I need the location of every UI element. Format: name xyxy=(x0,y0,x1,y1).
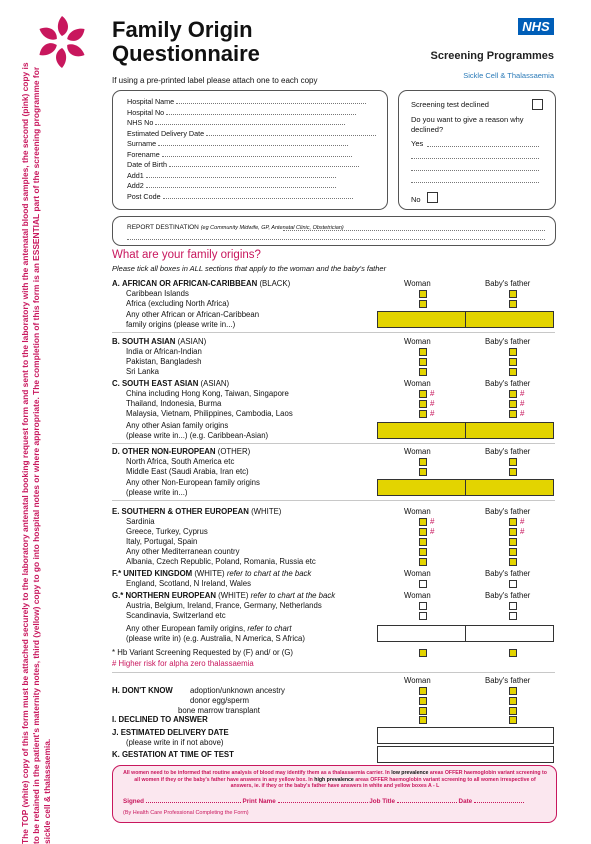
woman-checkbox[interactable] xyxy=(419,548,427,556)
section-a-heading xyxy=(112,279,290,289)
reason-line[interactable] xyxy=(411,158,539,159)
nhs-logo: NHS xyxy=(518,18,554,35)
patient-field-line[interactable] xyxy=(166,114,356,115)
woman-checkbox[interactable] xyxy=(419,300,427,308)
other-origin-label: Any other African or African-Caribbean xyxy=(126,310,260,319)
section-item: Any other Mediterranean country xyxy=(126,547,240,556)
other-origin-hint: (please write in...) (e.g. Caribbean-Asian) xyxy=(126,431,269,440)
section-tag: (ASIAN) xyxy=(200,379,230,388)
section-tag: (ASIAN) xyxy=(177,337,207,346)
hb-variant-note: * Hb Variant Screening Requested by (F) and/ or (G) xyxy=(112,648,293,657)
hash-marker: # xyxy=(520,409,525,418)
section-c-heading xyxy=(112,379,229,389)
footer-by-note: (By Health Care Professional Completing the Form) xyxy=(123,810,249,816)
woman-checkbox[interactable] xyxy=(419,580,427,588)
father-checkbox[interactable] xyxy=(509,410,517,418)
section-letter: A. xyxy=(112,279,120,288)
father-checkbox[interactable] xyxy=(509,358,517,366)
section-title: AFRICAN OR AFRICAN-CARIBBEAN xyxy=(121,279,258,288)
father-checkbox[interactable] xyxy=(509,348,517,356)
declined-label: Screening test declined xyxy=(411,100,489,109)
woman-column-header: Woman xyxy=(404,447,431,456)
patient-details-box xyxy=(112,90,388,210)
patient-field-line[interactable] xyxy=(169,166,359,167)
father-write-in[interactable] xyxy=(465,625,554,642)
woman-checkbox[interactable] xyxy=(419,716,427,724)
dont-know-item: donor egg/sperm xyxy=(190,696,249,705)
hash-marker: # xyxy=(520,527,525,536)
father-checkbox[interactable] xyxy=(509,687,517,695)
father-checkbox[interactable] xyxy=(509,458,517,466)
section-h-heading xyxy=(112,686,173,696)
section-item: North Africa, South America etc xyxy=(126,457,235,466)
woman-write-in[interactable] xyxy=(377,422,466,439)
section-item: England, Scotland, N Ireland, Wales xyxy=(126,579,251,588)
father-checkbox[interactable] xyxy=(509,290,517,298)
father-column-header: Baby's father xyxy=(485,591,531,600)
woman-column-header: Woman xyxy=(404,676,431,685)
patient-field-label: Surname xyxy=(127,139,157,148)
woman-checkbox[interactable] xyxy=(419,290,427,298)
woman-write-in[interactable] xyxy=(377,625,466,642)
reason-yes-label: Yes xyxy=(411,139,424,148)
report-destination-line[interactable] xyxy=(127,239,545,240)
section-item: Greece, Turkey, Cyprus xyxy=(126,527,208,536)
other-origin-hint: (please write in...) xyxy=(126,488,188,497)
section-divider xyxy=(112,500,555,501)
section-tag: (WHITE) xyxy=(194,569,225,578)
father-checkbox[interactable] xyxy=(509,716,517,724)
programmes-title: Screening Programmes xyxy=(430,50,554,62)
reason-line[interactable] xyxy=(427,146,539,147)
section-letter: K. xyxy=(112,750,120,759)
declined-box xyxy=(398,90,556,210)
delivery-date-field[interactable] xyxy=(377,727,554,744)
father-write-in[interactable] xyxy=(465,479,554,496)
section-item: Caribbean Islands xyxy=(126,289,189,298)
job-title-label: Job Title xyxy=(369,798,396,805)
woman-checkbox[interactable] xyxy=(419,687,427,695)
patient-field-label: Forename xyxy=(127,149,160,159)
father-column-header: Baby's father xyxy=(485,379,531,388)
section-item: Sri Lanka xyxy=(126,367,159,376)
patient-field-line[interactable] xyxy=(176,103,366,104)
woman-checkbox[interactable] xyxy=(419,612,427,620)
hash-marker: # xyxy=(430,409,435,418)
section-item: Italy, Portugal, Spain xyxy=(126,537,198,546)
father-checkbox[interactable] xyxy=(509,528,517,536)
section-tag: (OTHER) xyxy=(217,447,251,456)
woman-checkbox[interactable] xyxy=(419,458,427,466)
patient-field[interactable] xyxy=(127,171,377,182)
patient-field-label: Date of Birth xyxy=(127,160,167,169)
section-e-heading xyxy=(112,507,281,517)
other-origin-label: Any other Non-European family origins xyxy=(126,478,260,487)
father-write-in[interactable] xyxy=(465,422,554,439)
hash-marker: # xyxy=(430,389,435,398)
print-name-field[interactable] xyxy=(278,802,368,803)
father-column-header: Baby's father xyxy=(485,507,531,516)
footer-box xyxy=(112,765,557,823)
section-letter: F.* xyxy=(112,569,122,578)
section-item: Albania, Czech Republic, Poland, Romania, Russia etc xyxy=(126,557,316,566)
section-letter: I. xyxy=(112,715,117,724)
section-divider xyxy=(112,332,555,333)
other-origin-hint: (please write in) (e.g. Australia, N America, S Africa) xyxy=(126,634,305,643)
father-column-header: Baby's father xyxy=(485,569,531,578)
date-field[interactable] xyxy=(474,802,524,803)
hash-marker: # xyxy=(520,517,525,526)
section-divider xyxy=(112,443,555,444)
other-origin-text: Any other European family origins, xyxy=(126,624,246,633)
report-destination-line[interactable] xyxy=(283,230,545,231)
section-item: Scandinavia, Switzerland etc xyxy=(126,611,226,620)
section-d-heading xyxy=(112,447,250,457)
hash-marker: # xyxy=(520,399,525,408)
patient-field[interactable] xyxy=(127,129,377,140)
section-tag: (BLACK) xyxy=(259,279,291,288)
woman-hb-checkbox[interactable] xyxy=(419,649,427,657)
signed-label: Signed xyxy=(123,798,144,805)
section-item: Malaysia, Vietnam, Philippines, Cambodia, Laos xyxy=(126,409,293,418)
patient-field-line[interactable] xyxy=(162,156,352,157)
section-f-heading xyxy=(112,569,311,579)
side-instructions: The TOP (white) copy of this form must be attached securely to the laboratory antenatal booking request form and sent to the laboratory with the antenatal blood samples, the second (pink) copy is to be retained in the patient's maternity notes, third (yellow) copy to go into hospital notes or where appropriate. The completion of this form is an ESSENTIAL part of the screening programme for sickle cell & thalassaemia. xyxy=(20,62,53,844)
patient-field-label: Add1 xyxy=(127,170,144,180)
woman-checkbox[interactable] xyxy=(419,602,427,610)
woman-checkbox[interactable] xyxy=(419,348,427,356)
father-column-header: Baby's father xyxy=(485,676,531,685)
section-letter: G.* xyxy=(112,591,124,600)
origins-instruction: Please tick all boxes in ALL sections that apply to the woman and the baby's father xyxy=(112,264,387,273)
father-hb-checkbox[interactable] xyxy=(509,649,517,657)
hash-marker: # xyxy=(430,399,435,408)
woman-column-header: Woman xyxy=(404,569,431,578)
patient-field-label: Hospital Name xyxy=(127,97,175,106)
report-destination-box xyxy=(112,216,556,246)
father-checkbox[interactable] xyxy=(509,518,517,526)
patient-field[interactable] xyxy=(127,139,377,150)
section-ref: refer to chart at the back xyxy=(250,591,336,600)
section-letter: B. xyxy=(112,337,120,346)
woman-checkbox[interactable] xyxy=(419,528,427,536)
father-checkbox[interactable] xyxy=(509,300,517,308)
section-tag: (WHITE) xyxy=(218,591,249,600)
report-destination-label: REPORT DESTINATION xyxy=(127,224,199,231)
patient-field[interactable] xyxy=(127,118,377,129)
section-b-heading xyxy=(112,337,206,347)
patient-field[interactable] xyxy=(127,181,377,192)
signed-field[interactable] xyxy=(146,802,241,803)
patient-field-line[interactable] xyxy=(163,198,353,199)
section-item: India or African-Indian xyxy=(126,347,202,356)
date-label: Date xyxy=(458,798,473,805)
reason-no-label: No xyxy=(411,195,421,204)
section-title: SOUTH ASIAN xyxy=(121,337,176,346)
father-checkbox[interactable] xyxy=(509,707,517,715)
section-divider xyxy=(112,672,555,673)
patient-field-label: Add2 xyxy=(127,181,144,190)
father-column-header: Baby's father xyxy=(485,337,531,346)
section-title: NORTHERN EUROPEAN xyxy=(125,591,216,600)
woman-column-header: Woman xyxy=(404,507,431,516)
reason-line[interactable] xyxy=(411,170,539,171)
patient-field[interactable] xyxy=(127,97,377,108)
section-title: GESTATION AT TIME OF TEST xyxy=(121,750,234,759)
woman-column-header: Woman xyxy=(404,591,431,600)
reason-question: Do you want to give a reason why declined? xyxy=(411,115,524,134)
patient-fields xyxy=(127,97,377,202)
print-name-label: Print Name xyxy=(242,798,276,805)
father-column-header: Baby's father xyxy=(485,447,531,456)
section-title: DON'T KNOW xyxy=(121,686,173,695)
woman-write-in[interactable] xyxy=(377,479,466,496)
section-letter: J. xyxy=(112,728,119,737)
patient-field[interactable] xyxy=(127,160,377,171)
patient-field-line[interactable] xyxy=(158,145,348,146)
father-column-header: Baby's father xyxy=(485,279,531,288)
patient-field-label: NHS No xyxy=(127,118,154,127)
other-origin-label: Any other Asian family origins xyxy=(126,421,229,430)
section-k-heading xyxy=(112,750,234,760)
woman-checkbox[interactable] xyxy=(419,518,427,526)
patient-field-line[interactable] xyxy=(155,124,345,125)
father-checkbox[interactable] xyxy=(509,558,517,566)
woman-checkbox[interactable] xyxy=(419,558,427,566)
father-checkbox[interactable] xyxy=(509,602,517,610)
origins-heading: What are your family origins? xyxy=(112,249,261,261)
father-checkbox[interactable] xyxy=(509,368,517,376)
father-checkbox[interactable] xyxy=(509,400,517,408)
section-letter: D. xyxy=(112,447,120,456)
section-j-heading xyxy=(112,728,229,738)
patient-field-label: Post Code xyxy=(127,191,161,201)
woman-checkbox[interactable] xyxy=(419,707,427,715)
woman-checkbox[interactable] xyxy=(419,368,427,376)
woman-write-in[interactable] xyxy=(377,311,466,328)
woman-checkbox[interactable] xyxy=(419,538,427,546)
section-item: Africa (excluding North Africa) xyxy=(126,299,230,308)
report-destination-hint: (eg Community Midwife, GP, Antenatal Clinic, Obstetrician) xyxy=(200,225,344,231)
section-title: OTHER NON-EUROPEAN xyxy=(121,447,216,456)
hash-marker: # xyxy=(430,517,435,526)
patient-field-line[interactable] xyxy=(146,187,336,188)
section-title: ESTIMATED DELIVERY DATE xyxy=(120,728,229,737)
father-write-in[interactable] xyxy=(465,311,554,328)
dont-know-item: adoption/unknown ancestry xyxy=(190,686,285,695)
programme-subtitle: Sickle Cell & Thalassaemia xyxy=(463,71,554,80)
section-ref: refer to chart at the back xyxy=(226,569,312,578)
section-item: Sardinia xyxy=(126,517,155,526)
hash-marker: # xyxy=(430,527,435,536)
section-title: UNITED KINGDOM xyxy=(123,569,193,578)
section-title: SOUTHERN & OTHER EUROPEAN xyxy=(121,507,249,516)
page-title: Family Origin Questionnaire xyxy=(112,17,260,66)
woman-column-header: Woman xyxy=(404,337,431,346)
section-item: Thailand, Indonesia, Burma xyxy=(126,399,222,408)
label-note: If using a pre-printed label please attach one to each copy xyxy=(112,76,318,85)
patient-field-line[interactable] xyxy=(206,135,377,136)
other-origin-label xyxy=(126,624,292,634)
patient-field[interactable] xyxy=(127,192,377,203)
job-title-field[interactable] xyxy=(397,802,457,803)
section-title: SOUTH EAST ASIAN xyxy=(121,379,199,388)
declined-checkbox[interactable] xyxy=(532,99,543,110)
patient-field-label: Estimated Delivery Date xyxy=(127,128,205,138)
father-checkbox[interactable] xyxy=(509,468,517,476)
section-item: China including Hong Kong, Taiwan, Singapore xyxy=(126,389,289,398)
other-origin-ref: refer to chart xyxy=(247,624,292,633)
patient-field-label: Hospital No xyxy=(127,107,165,117)
woman-checkbox[interactable] xyxy=(419,410,427,418)
section-i-heading xyxy=(112,715,208,725)
other-origin-hint: family origins (please write in...) xyxy=(126,320,236,329)
father-checkbox[interactable] xyxy=(509,697,517,705)
patient-field[interactable] xyxy=(127,108,377,119)
signature-row xyxy=(123,798,549,805)
woman-checkbox[interactable] xyxy=(419,390,427,398)
father-checkbox[interactable] xyxy=(509,548,517,556)
reason-no-checkbox[interactable] xyxy=(427,192,438,203)
woman-checkbox[interactable] xyxy=(419,468,427,476)
hash-marker: # xyxy=(520,389,525,398)
section-item: Middle East (Saudi Arabia, Iran etc) xyxy=(126,467,249,476)
higher-risk-note: # Higher risk for alpha zero thalassaemia xyxy=(112,659,254,668)
gestation-field[interactable] xyxy=(377,746,554,763)
section-g-heading xyxy=(112,591,335,601)
section-letter: E. xyxy=(112,507,120,516)
woman-column-header: Woman xyxy=(404,279,431,288)
section-letter: C. xyxy=(112,379,120,388)
patient-field[interactable] xyxy=(127,150,377,161)
section-title: DECLINED TO ANSWER xyxy=(118,715,208,724)
section-item: Austria, Belgium, Ireland, France, Germany, Netherlands xyxy=(126,601,322,610)
delivery-date-note: (please write in if not above) xyxy=(126,738,224,747)
patient-field-line[interactable] xyxy=(146,177,336,178)
section-letter: H. xyxy=(112,686,120,695)
woman-checkbox[interactable] xyxy=(419,358,427,366)
reason-line[interactable] xyxy=(411,182,539,183)
father-checkbox[interactable] xyxy=(509,390,517,398)
section-item: Pakistan, Bangladesh xyxy=(126,357,202,366)
father-checkbox[interactable] xyxy=(509,580,517,588)
woman-checkbox[interactable] xyxy=(419,400,427,408)
dont-know-item: bone marrow transplant xyxy=(178,706,260,715)
father-checkbox[interactable] xyxy=(509,538,517,546)
woman-checkbox[interactable] xyxy=(419,697,427,705)
programme-logo-icon xyxy=(34,14,90,70)
section-tag: (WHITE) xyxy=(251,507,282,516)
father-checkbox[interactable] xyxy=(509,612,517,620)
woman-column-header: Woman xyxy=(404,379,431,388)
footer-note: All women need to be informed that routine analysis of blood may identify them as a thalassaemia carrier. In low prevalence areas OFFER haemoglobin variant screening to all women if they or the baby's father have answers in any yellow box. In high prevalence areas OFFER haemoglobin variant screening to all women irrespective of answers, ie. if they or the baby's father have answers in white and yellow boxes A - L xyxy=(123,770,547,790)
